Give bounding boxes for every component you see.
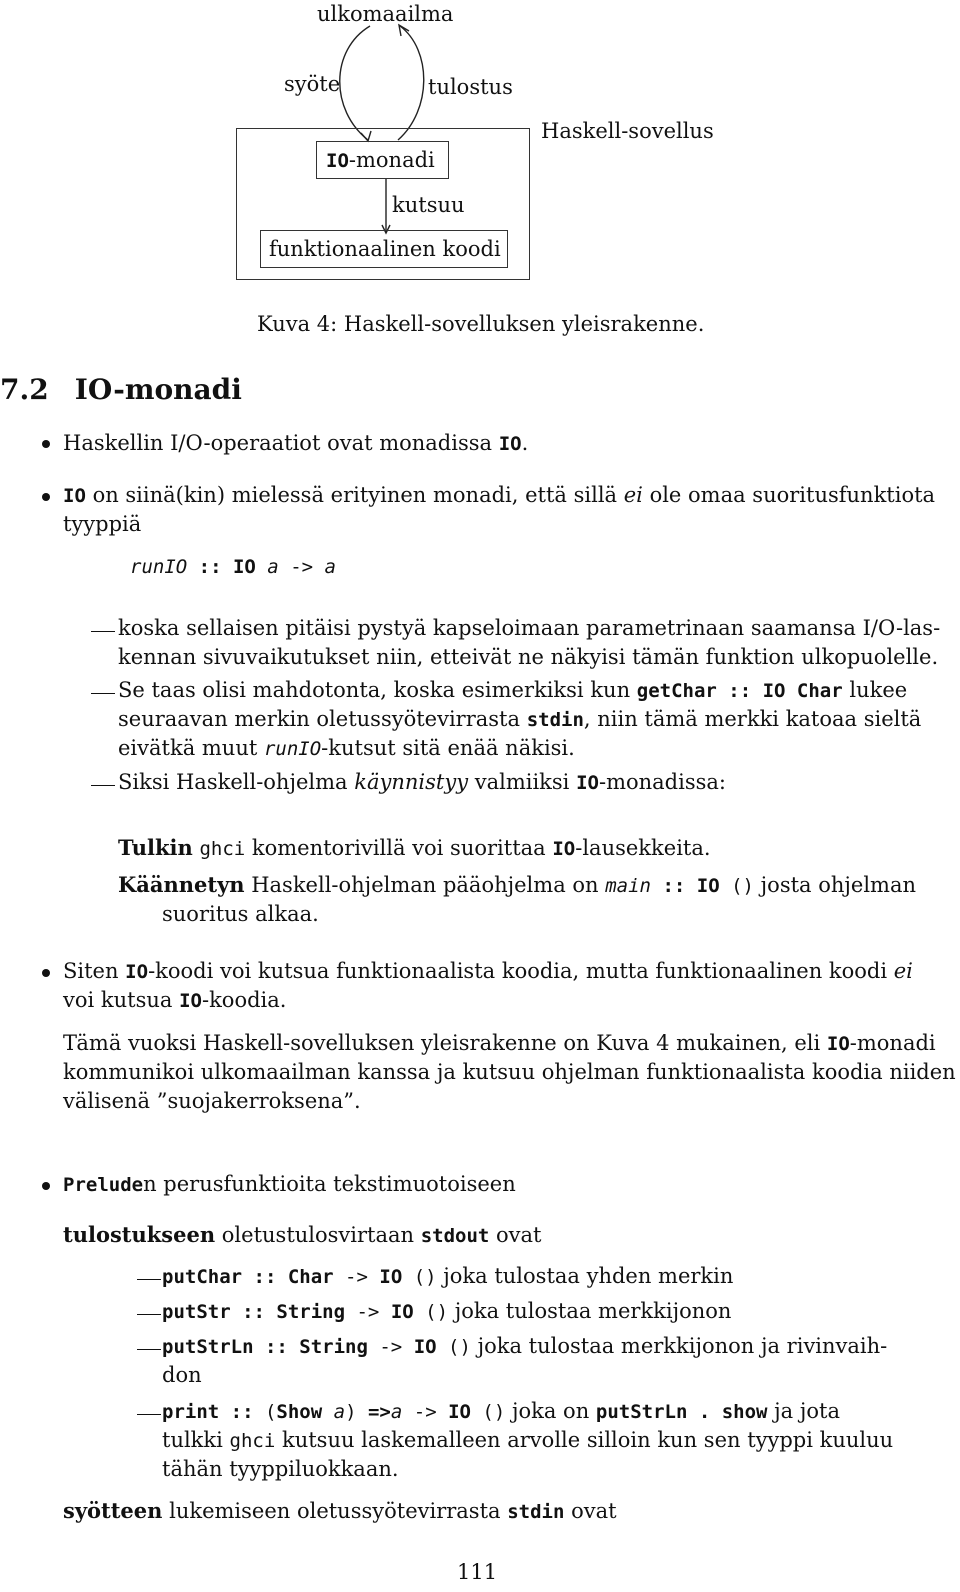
putstrln-line2: don <box>162 1363 202 1387</box>
section-number: 7.2 <box>0 373 49 406</box>
dash2-line3: eivätkä muut runIO-kutsut sitä enää näkisi. <box>118 736 575 760</box>
output-heading: tulostukseen oletustulosvirtaan stdout ovat <box>63 1222 542 1247</box>
dash-icon <box>137 1314 161 1315</box>
section-heading <box>0 373 242 406</box>
io-monad-label <box>326 146 435 175</box>
bullet-icon <box>42 1182 50 1190</box>
para-line1: Tämä vuoksi Haskell-sovelluksen yleisrakenne on Kuva 4 mukainen, eli IO-monadi <box>63 1031 936 1055</box>
bullet4-text: Preluden perusfunktioita tekstimuotoiseen <box>63 1172 516 1196</box>
para-line3: välisenä ”suojakerroksena”. <box>63 1089 361 1113</box>
runio-signature: runIO :: IO a -> a <box>130 556 336 578</box>
dash2-line2: seuraavan merkin oletussyötevirrasta stdin, niin tämä merkki katoaa sieltä <box>118 707 922 731</box>
print-line3: tähän tyyppiluokkaan. <box>162 1457 399 1481</box>
input-arrow <box>340 26 370 140</box>
dash3-compiled-line2: suoritus alkaa. <box>162 902 319 926</box>
dash3-compiled: Käännetyn Haskell-ohjelman pääohjelma on main :: IO () josta ohjelman <box>118 872 917 897</box>
functional-code-label: funktionaalinen koodi <box>269 237 501 261</box>
putchar-line: putChar :: Char -> IO () joka tulostaa yhden merkin <box>162 1264 734 1288</box>
bullet-icon <box>42 969 50 977</box>
print-line2: tulkki ghci kutsuu laskemalleen arvolle silloin kun sen tyyppi kuuluu <box>162 1428 894 1452</box>
bullet-icon <box>42 440 50 448</box>
input-heading: syötteen lukemiseen oletussyötevirrasta stdin ovat <box>63 1498 617 1523</box>
dash-icon <box>137 1349 161 1350</box>
bullet1-text: Haskellin I/O-operaatiot ovat monadissa IO. <box>63 431 529 455</box>
bullet3-line1: Siten IO-koodi voi kutsua funktionaalista koodia, mutta funktionaalinen koodi ei <box>63 959 913 983</box>
input-label: syöte <box>284 72 341 96</box>
dash-icon <box>91 631 115 632</box>
dash1-line1: koska sellaisen pitäisi pystyä kapseloimaan parametrinaan saamansa I/O-las- <box>118 616 941 640</box>
bullet-icon <box>42 493 50 501</box>
app-label: Haskell-sovellus <box>541 119 714 143</box>
dash-icon <box>91 785 115 786</box>
page-number: 111 <box>457 1560 498 1584</box>
output-arrow <box>398 26 424 140</box>
bullet2-line2: tyyppiä <box>63 512 142 536</box>
dash2-line1: Se taas olisi mahdotonta, koska esimerkiksi kun getChar :: IO Char lukee <box>118 678 908 702</box>
world-label: ulkomaailma <box>317 2 454 26</box>
io-monad-suffix: -monadi <box>348 148 435 172</box>
putstr-line: putStr :: String -> IO () joka tulostaa merkkijonon <box>162 1299 732 1323</box>
para-line2: kommunikoi ulkomaailman kanssa ja kutsuu ohjelman funktionaalista koodia niiden <box>63 1060 956 1084</box>
dash-icon <box>91 693 115 694</box>
bullet2-line1: IO on siinä(kin) mielessä erityinen monadi, että sillä ei ole omaa suoritusfunktiota <box>63 483 936 507</box>
print-line: print :: (Show a) =>a -> IO () joka on putStrLn . show ja jota <box>162 1399 840 1423</box>
call-label: kutsuu <box>392 193 465 217</box>
io-monad-code: IO <box>326 150 349 172</box>
figure-caption: Kuva 4: Haskell-sovelluksen yleisrakenne. <box>257 312 705 336</box>
section-title: IO-monadi <box>74 373 242 406</box>
bullet3-line2: voi kutsua IO-koodia. <box>63 988 287 1012</box>
output-label: tulostus <box>428 75 513 99</box>
dash3-line1: Siksi Haskell-ohjelma käynnistyy valmiiksi IO-monadissa: <box>118 770 726 794</box>
dash1-line2: kennan sivuvaikutukset niin, etteivät ne näkyisi tämän funktion ulkopuolelle. <box>118 645 939 669</box>
dash-icon <box>137 1414 161 1415</box>
dash-icon <box>137 1279 161 1280</box>
putstrln-line: putStrLn :: String -> IO () joka tulostaa merkkijonon ja rivinvaih- <box>162 1334 888 1358</box>
dash3-interpreter: Tulkin ghci komentorivillä voi suorittaa IO-lausekkeita. <box>118 835 711 860</box>
